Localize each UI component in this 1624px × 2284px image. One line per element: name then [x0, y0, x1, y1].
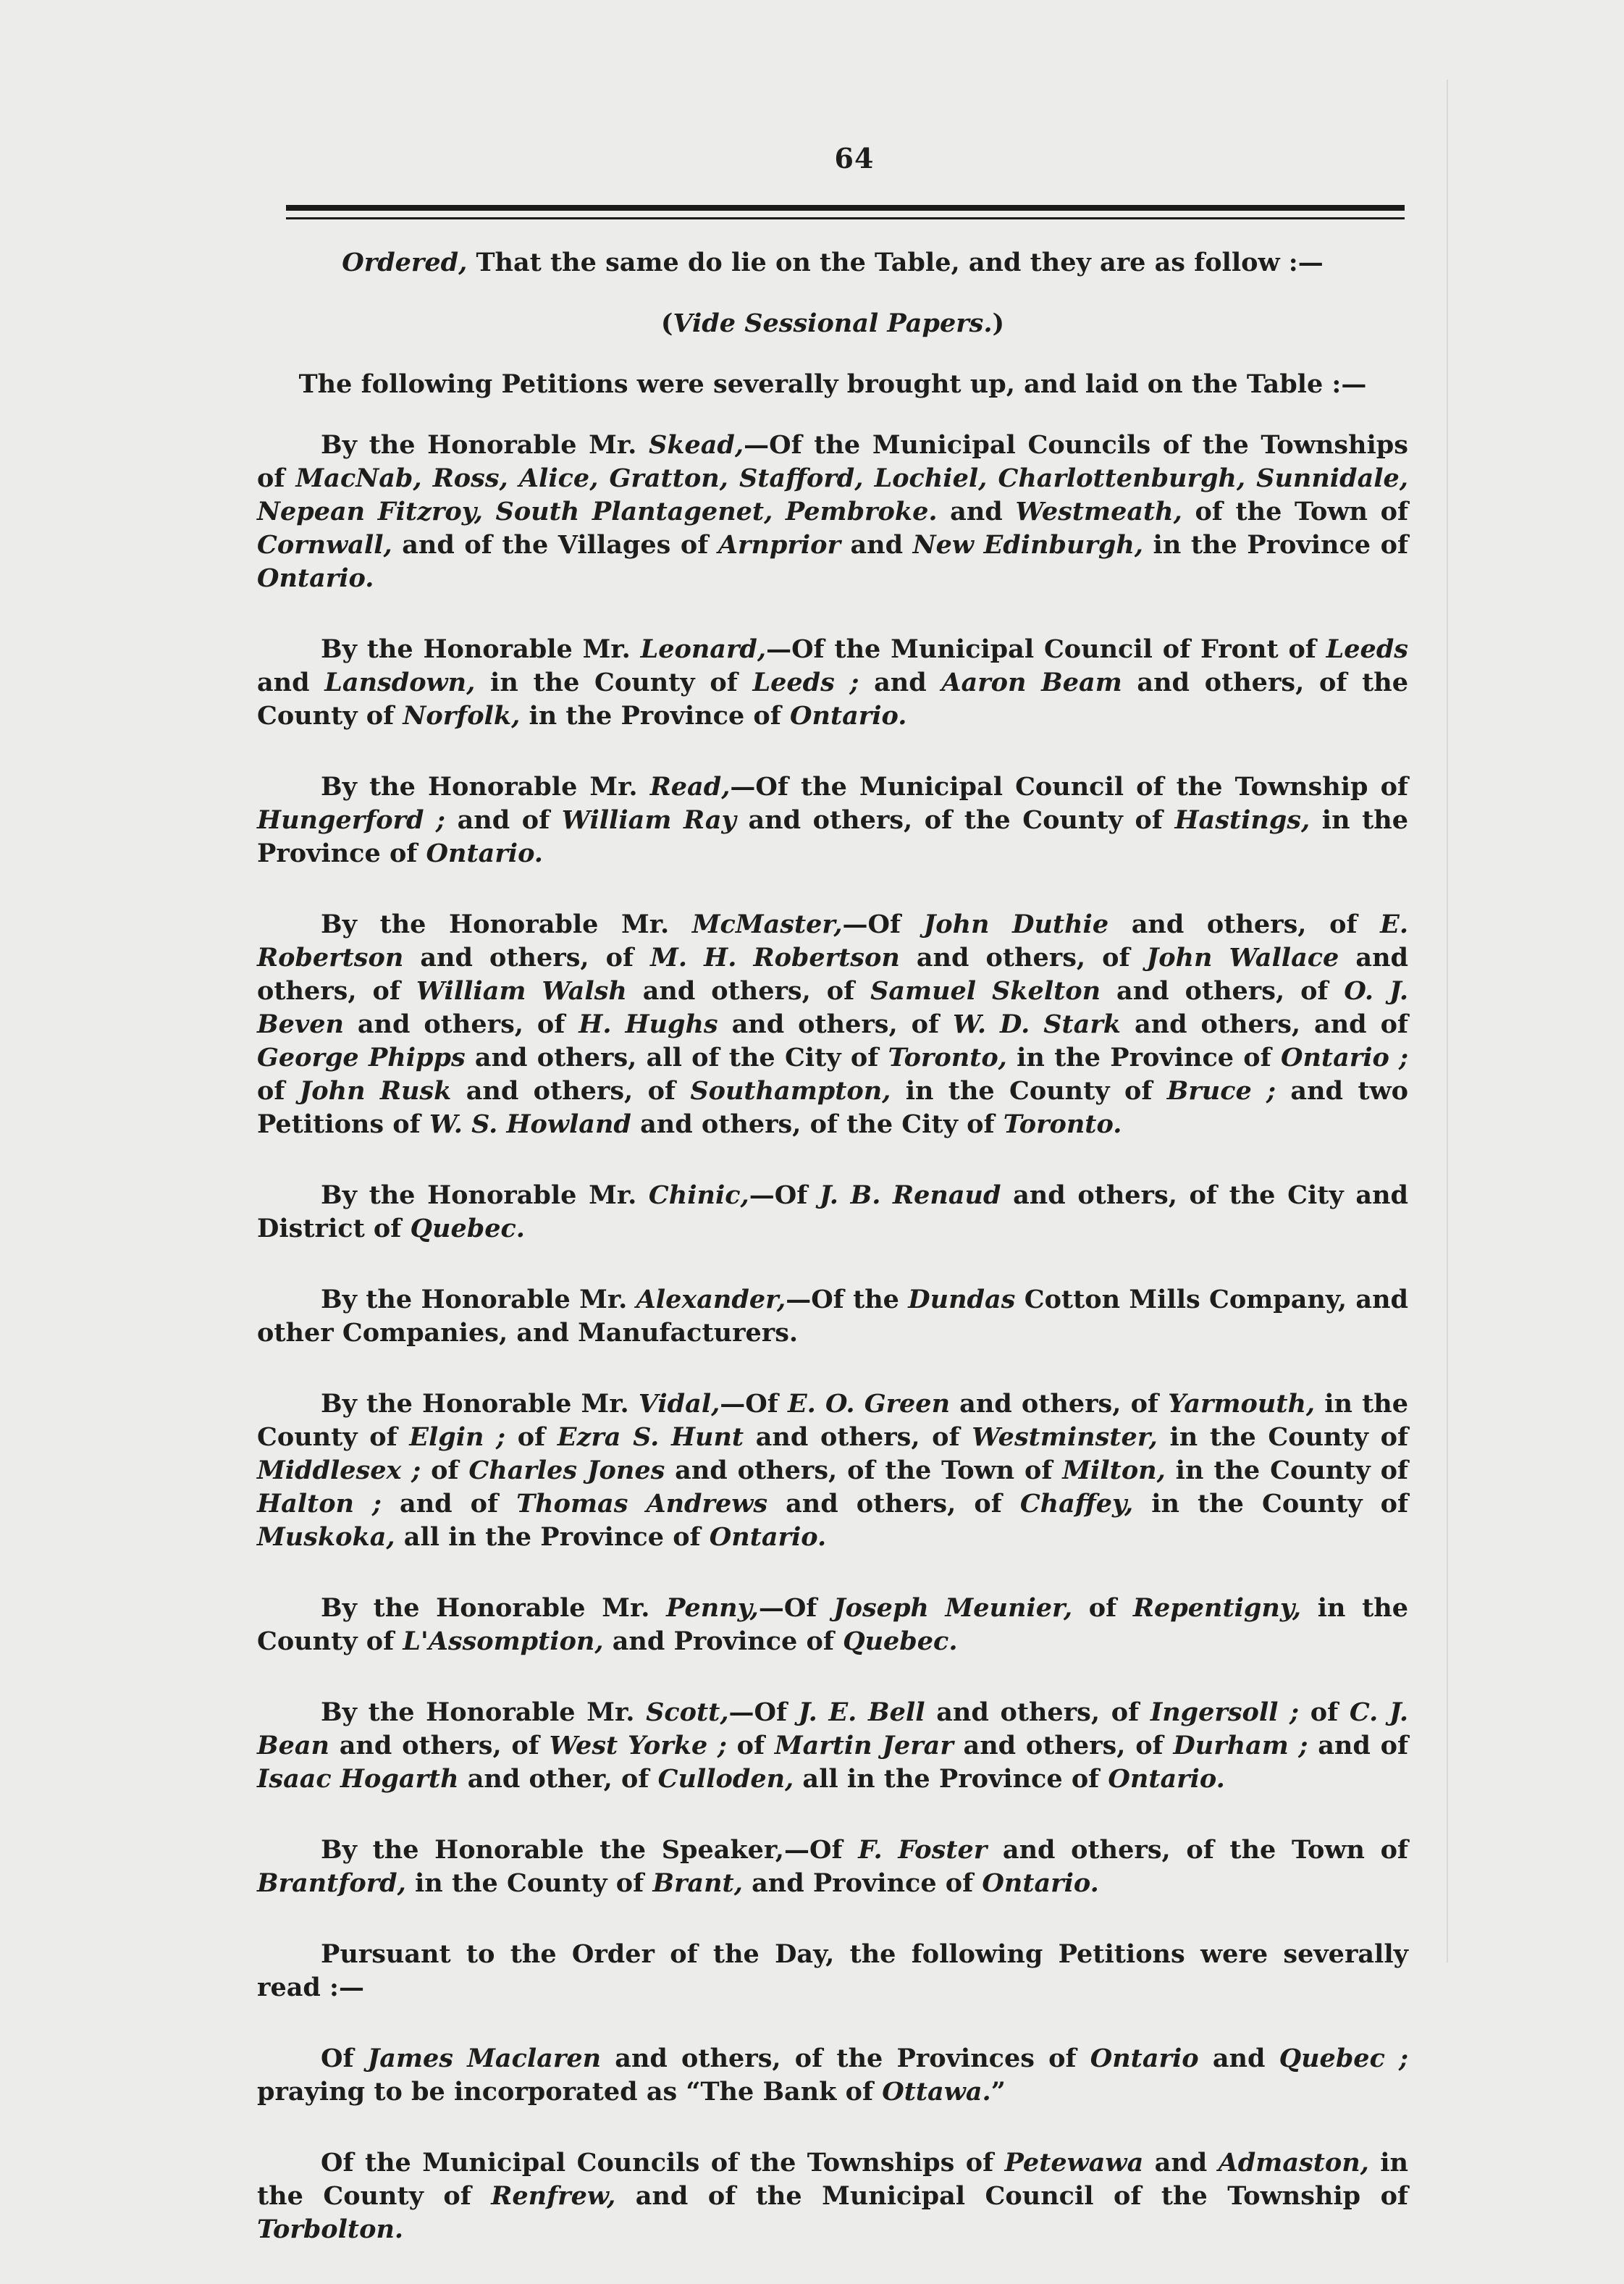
text-segment: Hungerford ; — [257, 805, 445, 835]
text-segment: Chinic, — [648, 1180, 749, 1210]
text-segment: H. Hughs — [579, 1009, 718, 1039]
text-segment: in the Province of — [1006, 1043, 1281, 1072]
text-segment: Leeds ; — [752, 668, 859, 697]
paragraph-leonard — [257, 633, 1408, 733]
text-segment: C. J. Bean — [257, 1697, 1409, 1760]
text-segment: Ontario ; — [1280, 1043, 1409, 1072]
text-segment: and — [859, 668, 942, 697]
text-segment: and others, of — [950, 1389, 1169, 1419]
text-segment: MacNab, Ross, Alice, Gratton, Stafford, Lochiel, Charlottenburgh, Sunnidale, Nepean Fitzroy, South Plantagenet, Pembroke. — [257, 463, 1408, 526]
text-segment: Ezra S. Hunt — [557, 1422, 744, 1452]
text-segment: Toronto, — [888, 1043, 1007, 1072]
header-rule-thin — [286, 217, 1405, 219]
text-segment: and others, of the Town of — [987, 1835, 1408, 1865]
text-segment: Torbolton. — [257, 2214, 404, 2244]
text-segment: By the Honorable Mr. — [321, 430, 649, 460]
text-segment: Ottawa. — [882, 2077, 991, 2107]
paragraph-read — [257, 771, 1408, 870]
text-segment: By the Honorable Mr. — [321, 910, 692, 939]
text-segment: and others, of the County of — [257, 668, 1408, 731]
text-segment: in the Province of — [520, 701, 791, 731]
text-segment: New Edinburgh, — [912, 530, 1143, 560]
text-segment: Alexander, — [636, 1285, 786, 1314]
paragraph-municipal — [257, 2146, 1408, 2246]
text-segment: —Of the Municipal Councils of the Townships of — [257, 430, 1408, 493]
text-segment: E. O. Green — [787, 1389, 951, 1419]
text-segment: praying to be incorporated as “The Bank of — [257, 2077, 883, 2107]
text-segment: and others, of the City and District of — [257, 1180, 1408, 1243]
text-segment: Vide Sessional Papers. — [673, 308, 993, 338]
text-segment: in the Province of — [257, 805, 1408, 868]
text-segment: Milton, — [1062, 1456, 1166, 1485]
text-segment: and — [257, 668, 325, 697]
text-segment: all in the Province of — [395, 1522, 710, 1552]
text-segment: Samuel Skelton — [870, 976, 1101, 1006]
text-segment: McMaster, — [691, 910, 843, 939]
text-segment: and others, and of — [1121, 1009, 1408, 1039]
paragraph-speaker — [257, 1834, 1408, 1900]
text-segment: in the County of — [1165, 1456, 1408, 1485]
text-segment: J. B. Renaud — [819, 1180, 1001, 1210]
text-segment: Westminster, — [972, 1422, 1158, 1452]
text-segment: Lansdown, — [324, 668, 476, 697]
text-segment: W. S. Howland — [429, 1109, 631, 1139]
text-segment: Arnprior — [718, 530, 841, 560]
text-segment: of — [505, 1422, 558, 1452]
text-segment: and of — [445, 805, 562, 835]
text-segment: Toronto. — [1003, 1109, 1122, 1139]
text-segment: Middlesex ; — [257, 1456, 421, 1485]
text-segment: and others, of — [257, 943, 1409, 1006]
text-segment: Halton ; — [257, 1489, 382, 1519]
paragraph-vidal — [257, 1387, 1408, 1554]
text-segment: and — [840, 530, 913, 560]
text-segment: and others, of the Town of — [665, 1456, 1063, 1485]
text-segment: Culloden, — [657, 1764, 794, 1794]
text-segment: By the Honorable Mr. — [321, 1285, 636, 1314]
text-segment: Ontario. — [790, 701, 907, 731]
text-segment: and others, of — [767, 1489, 1020, 1519]
text-segment: and others, of the County of — [736, 805, 1175, 835]
text-segment: The following Petitions were severally brought up, and laid on the Table :— — [298, 369, 1367, 399]
text-segment: Cotton Mills Company, and other Companies, and Manufacturers. — [257, 1285, 1408, 1348]
text-segment: George Phipps — [257, 1043, 466, 1072]
text-segment: Repentigny, — [1132, 1593, 1302, 1623]
text-segment: and others, of — [343, 1009, 579, 1039]
text-segment: Scott, — [646, 1697, 729, 1727]
text-segment: Petewawa — [1004, 2148, 1144, 2178]
paragraph-scott — [257, 1696, 1408, 1796]
text-segment: Cornwall, — [257, 530, 392, 560]
text-segment: and of — [1308, 1731, 1409, 1760]
text-segment: Read, — [649, 772, 731, 802]
text-segment: Ingersoll ; — [1150, 1697, 1300, 1727]
text-segment: Admaston, — [1218, 2148, 1369, 2178]
text-segment: William Walsh — [416, 976, 627, 1006]
paragraph-intro — [257, 368, 1408, 401]
text-segment: and others, of — [329, 1731, 550, 1760]
text-segment: By the Honorable Mr. — [321, 1593, 667, 1623]
page-edge-shadow — [1447, 80, 1448, 1962]
text-segment: in the County of — [891, 1076, 1167, 1106]
text-segment: Ontario. — [982, 1868, 1099, 1898]
text-segment: —Of the — [786, 1285, 909, 1314]
text-segment: By the Honorable Mr. — [321, 772, 650, 802]
text-segment: Isaac Hogarth — [257, 1764, 459, 1794]
text-segment: of — [421, 1456, 469, 1485]
text-segment: all in the Province of — [794, 1764, 1108, 1794]
text-segment: and of — [381, 1489, 517, 1519]
text-segment: W. D. Stark — [952, 1009, 1122, 1039]
text-segment: Of the Municipal Councils of the Townships of — [321, 2148, 1005, 2178]
text-segment: and — [1198, 2044, 1279, 2073]
text-segment: Elgin ; — [409, 1422, 506, 1452]
text-segment: Ontario. — [1108, 1764, 1225, 1794]
text-segment: ” — [990, 2077, 1006, 2107]
text-segment: in the County of — [1157, 1422, 1409, 1452]
text-segment: ( — [660, 308, 673, 338]
text-segment: L'Assomption, — [403, 1626, 604, 1656]
header-rule-thick — [286, 205, 1405, 211]
text-segment: O. J. Beven — [257, 976, 1409, 1039]
text-segment: Charles Jones — [468, 1456, 665, 1485]
text-segment: and others, of — [925, 1697, 1150, 1727]
text-segment: in the County of — [257, 1389, 1409, 1452]
text-segment: of — [257, 1076, 300, 1106]
text-segment: —Of — [728, 1697, 799, 1727]
text-segment: and of the Villages of — [392, 530, 718, 560]
text-segment: Brantford, — [257, 1868, 406, 1898]
text-segment: Dundas — [908, 1285, 1016, 1314]
text-segment: Norfolk, — [403, 701, 521, 731]
text-segment: and others, of — [899, 943, 1147, 973]
text-segment: E. Robertson — [257, 910, 1409, 973]
text-segment: ) — [992, 308, 1005, 338]
text-segment: Leeds — [1326, 634, 1408, 664]
text-segment: and others, of — [1101, 976, 1345, 1006]
text-segment: By the Honorable the Speaker,—Of — [321, 1835, 859, 1865]
text-segment: James Maclaren — [367, 2044, 602, 2073]
text-segment: Ontario. — [257, 563, 374, 593]
page-number: 64 — [834, 142, 875, 175]
text-segment: and — [1143, 2148, 1219, 2178]
text-segment: of — [1299, 1697, 1350, 1727]
text-segment: Ontario. — [426, 839, 543, 868]
text-segment: By the Honorable Mr. — [321, 1389, 639, 1419]
text-segment: Bruce ; — [1166, 1076, 1276, 1106]
text-segment: and two Petitions of — [257, 1076, 1408, 1139]
text-segment: Vidal, — [638, 1389, 720, 1419]
text-segment: in the County of — [257, 1593, 1409, 1656]
text-segment: and others, of the Provinces of — [601, 2044, 1090, 2073]
paragraph-penny — [257, 1592, 1408, 1658]
paragraph-maclaren — [257, 2042, 1408, 2109]
text-segment: in the County of — [475, 668, 753, 697]
paragraph-vide — [257, 307, 1408, 340]
text-segment: Martin Jerar — [774, 1731, 954, 1760]
text-segment: of — [1072, 1593, 1133, 1623]
text-segment: and others, of — [1108, 910, 1381, 939]
text-segment: and other, of — [458, 1764, 658, 1794]
paragraph-alexander — [257, 1283, 1408, 1350]
text-segment: and — [937, 497, 1016, 526]
text-segment: and others, of — [744, 1422, 972, 1452]
text-segment: Yarmouth, — [1168, 1389, 1316, 1419]
text-segment: and others, of — [403, 943, 651, 973]
text-segment: Chaffey, — [1019, 1489, 1134, 1519]
text-segment: and Province of — [742, 1868, 983, 1898]
paragraph-mcmaster — [257, 908, 1408, 1141]
text-segment: By the Honorable Mr. — [321, 1180, 649, 1210]
text-segment: West Yorke ; — [549, 1731, 727, 1760]
text-segment: —Of the Municipal Council of Front of — [766, 634, 1326, 664]
text-segment: Leonard, — [640, 634, 767, 664]
text-segment: Aaron Beam — [941, 668, 1122, 697]
text-segment: Of — [321, 2044, 368, 2073]
text-segment: John Duthie — [923, 910, 1109, 939]
text-segment: John Wallace — [1146, 943, 1339, 973]
text-segment: and others, of — [626, 976, 871, 1006]
text-segment: William Ray — [561, 805, 736, 835]
text-segment: —Of — [842, 910, 924, 939]
text-segment: in the County of — [257, 2148, 1408, 2211]
text-segment: Renfrew, — [491, 2181, 616, 2211]
text-segment: By the Honorable Mr. — [321, 634, 641, 664]
text-segment: in the Province of — [1143, 530, 1408, 560]
text-segment: in the County of — [1133, 1489, 1409, 1519]
text-segment: Westmeath, — [1015, 497, 1182, 526]
text-segment: and others, of — [451, 1076, 691, 1106]
text-segment: and others, of the City of — [631, 1109, 1004, 1139]
text-segment: Joseph Meunier, — [833, 1593, 1073, 1623]
text-segment: J. E. Bell — [798, 1697, 925, 1727]
text-segment: and others, of — [953, 1731, 1174, 1760]
text-segment: Ontario — [1090, 2044, 1199, 2073]
text-segment: —Of — [749, 1180, 820, 1210]
text-segment: and others, of — [718, 1009, 953, 1039]
paragraph-chinic — [257, 1179, 1408, 1246]
text-segment: Muskoka, — [257, 1522, 395, 1552]
text-segment: Ordered, — [342, 248, 468, 277]
text-segment: Brant, — [652, 1868, 743, 1898]
text-segment: Thomas Andrews — [516, 1489, 768, 1519]
text-segment: Durham ; — [1173, 1731, 1308, 1760]
text-segment: Penny, — [666, 1593, 759, 1623]
text-segment: and of the Municipal Council of the Township of — [615, 2181, 1408, 2211]
text-segment: and Province of — [603, 1626, 843, 1656]
text-segment: M. H. Robertson — [650, 943, 900, 973]
body-text — [257, 246, 1408, 2284]
text-segment: Quebec. — [843, 1626, 958, 1656]
text-segment: of — [726, 1731, 775, 1760]
text-segment: of the Town of — [1182, 497, 1409, 526]
text-segment: Ontario. — [709, 1522, 827, 1552]
text-segment: —Of the Municipal Council of the Township of — [730, 772, 1408, 802]
text-segment: —Of — [758, 1593, 834, 1623]
text-segment: That the same do lie on the Table, and they are as follow :— — [467, 248, 1324, 277]
text-segment: F. Foster — [858, 1835, 988, 1865]
text-segment: Skead, — [648, 430, 744, 460]
text-segment: in the County of — [405, 1868, 653, 1898]
text-segment: —Of — [720, 1389, 788, 1419]
text-segment: Quebec ; — [1279, 2044, 1408, 2073]
paragraph-skead — [257, 429, 1408, 595]
text-segment: Hastings, — [1174, 805, 1310, 835]
text-segment: Pursuant to the Order of the Day, the following Petitions were severally read :— — [257, 1939, 1408, 2002]
paragraph-pursuant — [257, 1938, 1408, 2004]
paragraph-ordered — [257, 246, 1408, 280]
text-segment: Southampton, — [690, 1076, 891, 1106]
text-segment: By the Honorable Mr. — [321, 1697, 647, 1727]
text-segment: Quebec. — [410, 1214, 525, 1243]
text-segment: John Rusk — [299, 1076, 452, 1106]
text-segment: and others, all of the City of — [465, 1043, 888, 1072]
